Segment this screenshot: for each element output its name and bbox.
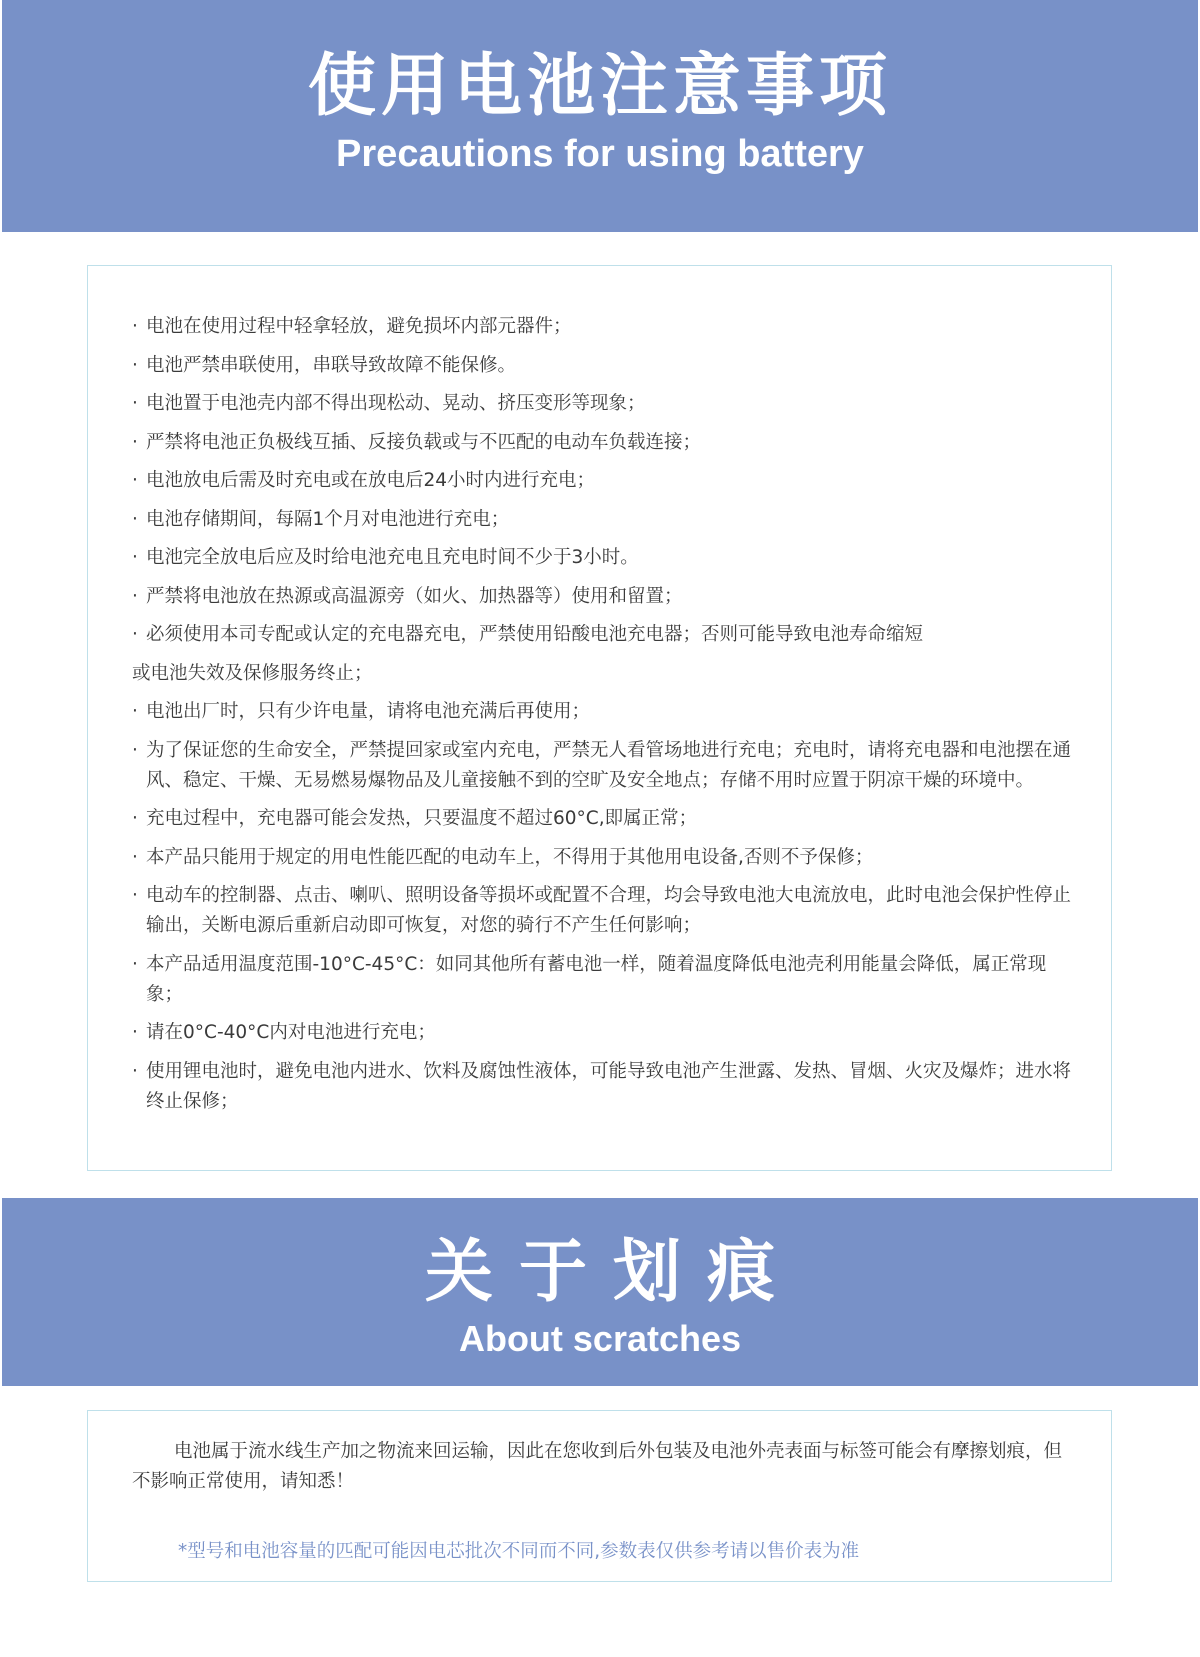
header-banner-precautions bbox=[2, 0, 1198, 232]
list-item: · 严禁将电池放在热源或高温源旁（如火、加热器等）使用和留置； bbox=[132, 582, 1071, 612]
bullet-icon: · bbox=[132, 808, 138, 829]
bullet-icon: · bbox=[132, 1022, 138, 1043]
list-item-continuation: 或电池失效及保修服务终止； bbox=[132, 662, 373, 684]
bullet-icon: · bbox=[132, 508, 138, 530]
list-item: · 充电过程中，充电器可能会发热，只要温度不超过60°C,即属正常； bbox=[132, 804, 1071, 834]
list-item: · 必须使用本司专配或认定的充电器充电，严禁使用铅酸电池充电器；否则可能导致电池寿命缩短 bbox=[132, 620, 1071, 650]
bullet-icon: · bbox=[132, 547, 138, 568]
bullet-icon: · bbox=[132, 885, 138, 906]
bullet-icon: · bbox=[132, 701, 138, 722]
list-item: · 为了保证您的生命安全，严禁提回家或室内充电，严禁无人看管场地进行充电；充电时，请将充电器和电池摆在通风、稳定、干燥、无易燃易爆物品及儿童接触不到的空旷及安全地点；存储不用时应置于阴凉干燥的环境中。 bbox=[132, 736, 1071, 796]
scratches-box bbox=[87, 1410, 1112, 1582]
list-item: · 严禁将电池正负极线互插、反接负载或与不匹配的电动车负载连接； bbox=[132, 428, 1071, 458]
bullet-icon: · bbox=[132, 624, 138, 645]
list-item: · 本产品适用温度范围-10°C-45°C：如同其他所有蓄电池一样，随着温度降低电池壳利用能量会降低，属正常现象； bbox=[132, 950, 1071, 1010]
bullet-icon: · bbox=[132, 316, 138, 337]
bullet-icon: · bbox=[132, 953, 138, 975]
section-title-en: Precautions for using battery bbox=[336, 133, 864, 175]
bullet-icon: · bbox=[132, 393, 138, 414]
section-title-en: About scratches bbox=[458, 1318, 742, 1359]
bullet-icon: · bbox=[132, 846, 138, 868]
bullet-icon: · bbox=[132, 354, 138, 376]
bullet-icon: · bbox=[132, 739, 138, 761]
section-title-zh: 使用电池注意事项 bbox=[307, 47, 892, 126]
precautions-box bbox=[87, 265, 1112, 1171]
list-item: · 电池置于电池壳内部不得出现松动、晃动、挤压变形等现象； bbox=[132, 389, 1071, 419]
scratches-paragraph: 电池属于流水线生产加之物流来回运输，因此在您收到后外包装及电池外壳表面与标签可能会有摩擦划痕，但不影响正常使用，请知悉！ bbox=[132, 1441, 1063, 1492]
bullet-icon: · bbox=[132, 1060, 138, 1082]
bullet-icon: · bbox=[132, 585, 138, 607]
list-item: · 电池出厂时，只有少许电量，请将电池充满后再使用； bbox=[132, 697, 1071, 727]
list-item: · 使用锂电池时，避免电池内进水、饮料及腐蚀性液体，可能导致电池产生泄露、发热、冒烟、火灾及爆炸；进水将终止保修； bbox=[132, 1057, 1071, 1117]
bullet-icon: · bbox=[132, 470, 138, 491]
list-item: · 本产品只能用于规定的用电性能匹配的电动车上，不得用于其他用电设备,否则不予保修； bbox=[132, 843, 1071, 873]
list-item: · 请在0°C-40°C内对电池进行充电； bbox=[132, 1018, 1071, 1048]
list-item: · 电池在使用过程中轻拿轻放，避免损坏内部元器件； bbox=[132, 312, 1071, 342]
list-item: · 电池存储期间，每隔1个月对电池进行充电； bbox=[132, 505, 1071, 535]
section-title-zh: 关于划痕 bbox=[424, 1233, 801, 1312]
list-item: · 电池放电后需及时充电或在放电后24小时内进行充电； bbox=[132, 466, 1071, 496]
disclaimer-note: *型号和电池容量的匹配可能因电芯批次不同而不同,参数表仅供参考请以售价表为准 bbox=[178, 1541, 860, 1562]
list-item: · 电池完全放电后应及时给电池充电且充电时间不少于3小时。 bbox=[132, 543, 1071, 573]
list-item: · 电池严禁串联使用，串联导致故障不能保修。 bbox=[132, 351, 1071, 381]
precautions-list bbox=[132, 312, 1071, 1125]
list-item: · 电动车的控制器、点击、喇叭、照明设备等损坏或配置不合理，均会导致电池大电流放电，此时电池会保护性停止输出，关断电源后重新启动即可恢复，对您的骑行不产生任何影响； bbox=[132, 881, 1071, 941]
header-banner-scratches bbox=[2, 1198, 1198, 1386]
bullet-icon: · bbox=[132, 431, 138, 453]
